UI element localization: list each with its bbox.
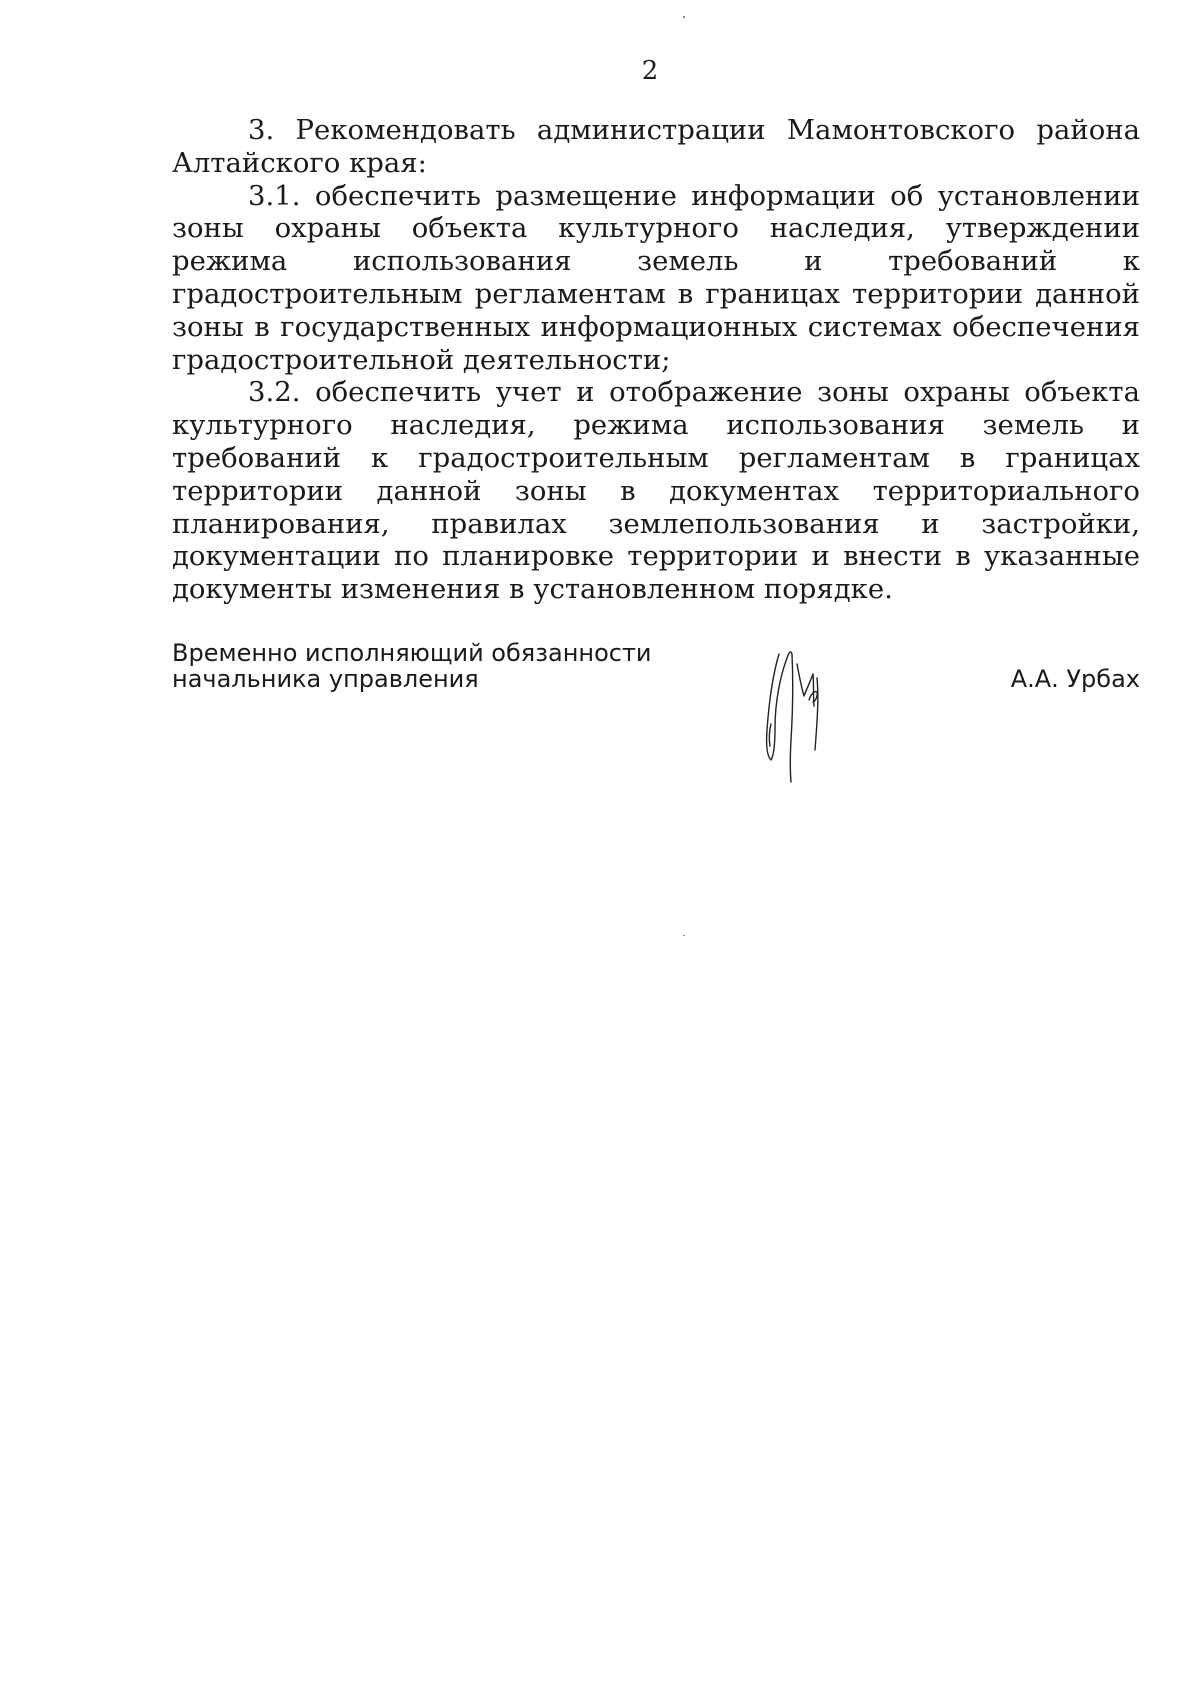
document-body: [172, 114, 1140, 606]
scan-artifact: [683, 16, 685, 18]
signatory-position-line-1: Временно исполняющий обязанности: [172, 639, 652, 667]
signatory-position: [172, 640, 652, 692]
scan-artifact: [683, 935, 685, 936]
signatory-name: А.А. Урбах: [1010, 665, 1140, 693]
signatory-position-line-2: начальника управления: [172, 665, 479, 693]
signature-icon: [757, 640, 847, 790]
page-number: 2: [641, 56, 659, 86]
signature-block: [172, 640, 1140, 800]
paragraph-recommendation: 3. Рекомендовать администрации Мамонтовского района Алтайского края:: [172, 114, 1140, 179]
paragraph-item-3-1: 3.1. обеспечить размещение информации об установлении зоны охраны объекта культурного наследия, утверждении режима использования земель и требований к градостроительным регламентам в границах территории данной зоны в государственных информационных системах обеспечения градостроительной деятельности;: [172, 179, 1140, 376]
paragraph-item-3-2: 3.2. обеспечить учет и отображение зоны охраны объекта культурного наследия, режима использования земель и требований к градостроительным регламентам в границах территории данной зоны в документах территориального планирования, правилах землепользования и застройки, документации по планировке территории и внести в указанные документы изменения в установленном порядке.: [172, 376, 1140, 606]
